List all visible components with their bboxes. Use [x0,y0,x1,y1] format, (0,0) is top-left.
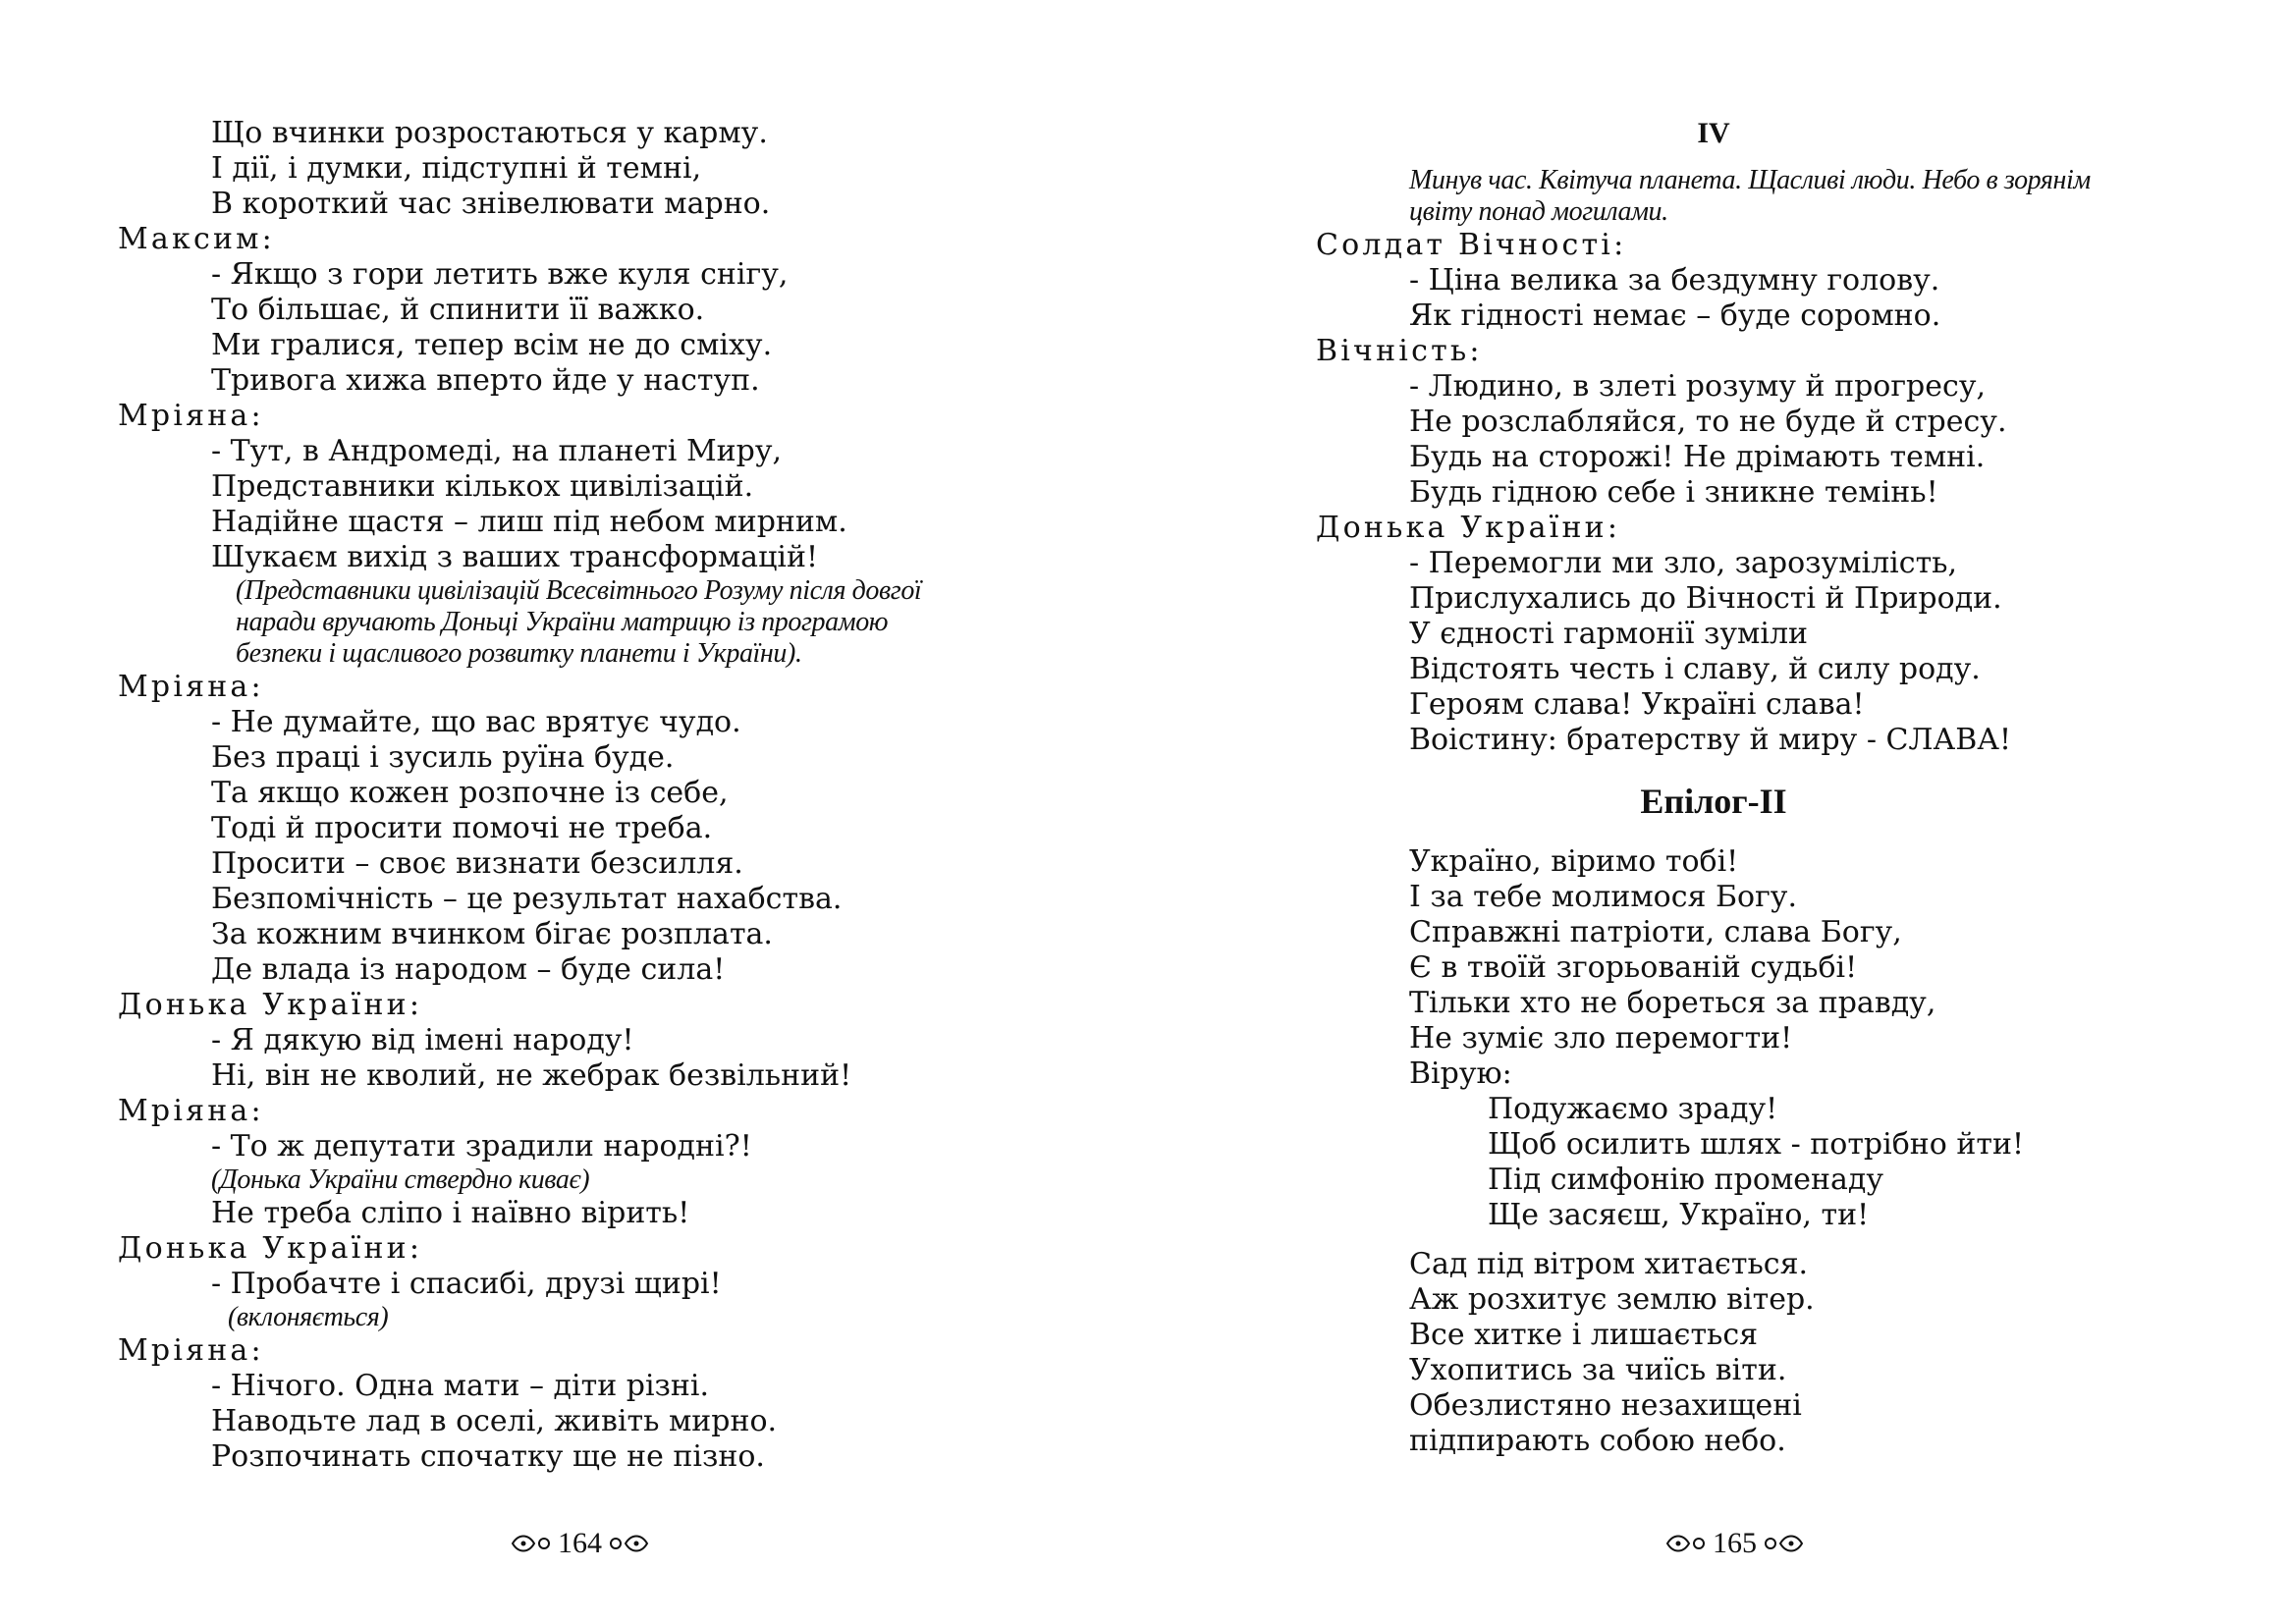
verse-line: Як гідності немає – буде соромно. [1409,298,1941,333]
indented-verse-line: Ще засяєш, Україно, ти! [1488,1198,1870,1232]
verse-line: Справжні патріоти, слава Богу, [1409,915,1902,949]
verse-line: І дії, і думки, підступні й темні, [211,151,702,186]
indented-verse-line: Під симфонію променаду [1488,1163,1884,1197]
verse-line: Відстоять честь і славу, й силу роду. [1409,652,1981,686]
right-page [1145,0,2289,1624]
verse-line: Вірую: [1409,1056,1512,1091]
speaker-name: Донька України: [118,1231,423,1266]
verse-line: Будь на сторожі! Не дрімають темні. [1409,440,1986,474]
verse-line: Не розслабляйся, то не буде й стресу. [1409,405,2007,439]
verse-line: Є в твоїй згорьованій судьбі! [1409,950,1858,985]
verse-line: Де влада із народом – буде сила! [211,952,726,987]
verse-line: Та якщо кожен розпочне із себе, [211,776,729,810]
verse-line: Героям слава! Україні слава! [1409,687,1865,722]
verse-line: - То ж депутати зрадили народні?! [211,1129,752,1164]
right-page-text [1316,116,2278,1459]
verse-line: Тривога хижа вперто йде у наступ. [211,363,760,398]
verse-line: Тільки хто не бореться за правду, [1409,986,1936,1020]
verse-line: Ні, він не кволий, не жебрак безвільний! [211,1058,852,1093]
verse-line: підпирають собою небо. [1409,1424,1786,1458]
verse-line: Прислухались до Вічності й Природи. [1409,581,2002,616]
verse-line: Ухопитись за чиїсь віти. [1409,1353,1787,1387]
verse-line: Воістину: братерству й миру - СЛАВА! [1409,723,2012,757]
verse-line: Розпочинать спочатку ще не пізно. [211,1439,765,1474]
left-page [0,0,1144,1624]
speaker-name: Мріяна: [118,1333,264,1368]
verse-line: - Якщо з гори летить вже куля снігу, [211,257,789,292]
section-heading: Епілог-ІІ [1640,782,1787,821]
right-ornament-icon [608,1530,651,1557]
spacer [1316,758,2278,780]
left-page-text [118,116,1080,1475]
verse-line: Просити – своє визнати безсилля. [211,846,743,881]
scene-number: IV [1697,117,1730,149]
verse-line: Не зуміє зло перемогти! [1409,1021,1793,1056]
left-page-number: 164 [558,1527,602,1559]
stage-direction: Минув час. Квітуча планета. Щасливі люди. Небо в зорянім [1409,165,2091,195]
verse-line: Все хитке і лишається [1409,1318,1759,1352]
verse-line: Ми гралися, тепер всім не до сміху. [211,328,773,362]
verse-line: За кожним вчинком бігає розплата. [211,917,773,951]
speaker-name: Донька України: [1316,511,1621,545]
verse-line: Україно, віримо тобі! [1409,844,1739,879]
verse-line: - Людино, в злеті розуму й прогресу, [1409,369,1987,404]
speaker-name: Мріяна: [118,1094,264,1128]
verse-line: Без праці і зусиль руїна буде. [211,740,675,775]
left-ornament-icon [509,1530,552,1557]
right-folio [1663,1524,1806,1563]
verse-line: - Я дякую від імені народу! [211,1023,634,1057]
verse-line: У єдності гармонії зуміли [1409,617,1808,651]
verse-line: Обезлистяно незахищені [1409,1388,1802,1423]
speaker-name: Мріяна: [118,399,264,433]
verse-line: - Нічого. Одна мати – діти різні. [211,1369,710,1403]
stage-direction: наради вручають Доньці України матрицю із програмою [236,607,889,637]
verse-line: Аж розхитує землю вітер. [1409,1282,1815,1317]
speaker-name: Вічність: [1316,334,1483,368]
verse-line: Представники кількох цивілізацій. [211,469,754,504]
stage-direction: (вклоняється) [228,1302,389,1332]
indented-verse-line: Щоб осилить шлях - потрібно йти! [1488,1127,2025,1162]
left-folio [509,1524,651,1563]
spacer [1316,823,2278,844]
verse-line: - Ціна велика за бездумну голову. [1409,263,1940,298]
verse-line: Сад під вітром хитається. [1409,1247,1809,1281]
verse-line: Шукаєм вихід з ваших трансформацій! [211,540,819,574]
verse-line: Будь гідною себе і зникне темінь! [1409,475,1938,510]
verse-line: І за тебе молимося Богу. [1409,880,1797,914]
spacer [1316,1233,2278,1247]
verse-line: - Пробачте і спасибі, друзі щирі! [211,1267,722,1301]
verse-line: - Не думайте, що вас врятує чудо. [211,705,741,739]
verse-line: Що вчинки розростаються у карму. [211,116,768,150]
spacer [1316,151,2278,165]
verse-line: - Тут, в Андромеді, на планеті Миру, [211,434,783,468]
left-ornament-icon [1663,1530,1707,1557]
verse-line: Тоді й просити помочі не треба. [211,811,713,845]
right-ornament-icon [1763,1530,1806,1557]
stage-direction: (Донька України ствердно киває) [211,1164,590,1195]
speaker-name: Мріяна: [118,670,264,704]
verse-line: Надійне щастя – лиш під небом мирним. [211,505,847,539]
verse-line: То більшає, й спинити її важко. [211,293,705,327]
verse-line: Не треба сліпо і наївно вірить! [211,1196,690,1230]
stage-direction: (Представники цивілізацій Всесвітнього Розуму після довгої [236,575,922,606]
verse-line: - Перемогли ми зло, зарозумілість, [1409,546,1958,580]
verse-line: Безпомічність – це результат нахабства. [211,882,843,916]
stage-direction: безпеки і щасливого розвитку планети і України). [236,638,802,669]
speaker-name: Донька України: [118,988,423,1022]
stage-direction: цвіту понад могилами. [1409,196,1668,227]
right-page-number: 165 [1713,1527,1757,1559]
verse-line: Наводьте лад в оселі, живіть мирно. [211,1404,778,1438]
verse-line: В короткий час знівелювати марно. [211,187,771,221]
speaker-name: Максим: [118,222,275,256]
indented-verse-line: Подужаємо зраду! [1488,1092,1778,1126]
speaker-name: Солдат Вічності: [1316,228,1627,262]
